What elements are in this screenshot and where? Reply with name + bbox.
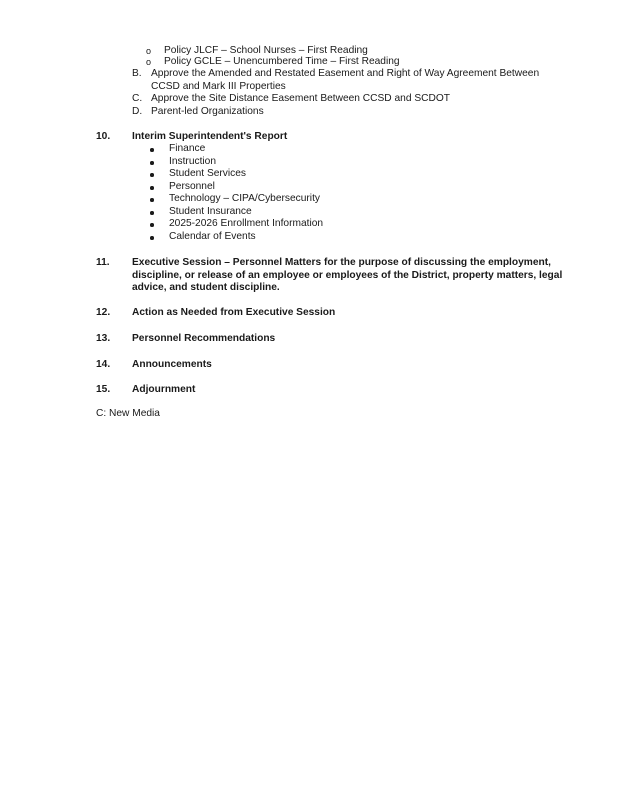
section-10-number: 10. <box>96 131 111 142</box>
item-d-line1: Parent-led Organizations <box>151 106 264 117</box>
section-11-line2: discipline, or release of an employee or employees of the District, property matters, legal <box>132 270 563 281</box>
section-12-title: Action as Needed from Executive Session <box>132 307 336 318</box>
policy-jlcf: Policy JLCF – School Nurses – First Reading <box>164 45 368 56</box>
policy-gcle: Policy GCLE – Unencumbered Time – First Reading <box>164 56 400 67</box>
report-item-technology: Technology – CIPA/Cybersecurity <box>169 193 320 204</box>
section-13-title: Personnel Recommendations <box>132 333 276 344</box>
report-item-student-services: Student Services <box>169 168 247 179</box>
item-b-line1: Approve the Amended and Restated Easement and Right of Way Agreement Between <box>151 68 540 79</box>
report-item-enrollment: 2025-2026 Enrollment Information <box>169 218 324 229</box>
report-item-student-insurance: Student Insurance <box>169 206 252 217</box>
policy-marker: o <box>146 46 152 56</box>
bullet-icon <box>150 198 154 202</box>
section-15-number: 15. <box>96 384 111 395</box>
policy-marker: o <box>146 57 152 67</box>
bullet-icon <box>150 161 154 165</box>
item-b-line2: CCSD and Mark III Properties <box>151 81 286 92</box>
item-letter-b: B. <box>132 68 142 79</box>
item-letter-d: D. <box>132 106 143 117</box>
section-11-number: 11. <box>96 257 110 268</box>
item-c-line1: Approve the Site Distance Easement Between CCSD and SCDOT <box>151 93 450 104</box>
section-11-line3: advice, and student discipline. <box>132 282 280 293</box>
bullet-icon <box>150 223 154 227</box>
section-14-title: Announcements <box>132 359 212 370</box>
bullet-icon <box>150 236 154 240</box>
report-item-calendar: Calendar of Events <box>169 231 256 242</box>
section-15-title: Adjournment <box>132 384 196 395</box>
bullet-icon <box>150 186 154 190</box>
bullet-icon <box>150 173 154 177</box>
report-item-instruction: Instruction <box>169 156 216 167</box>
section-14-number: 14. <box>96 359 111 370</box>
section-13-number: 13. <box>96 333 111 344</box>
section-12-number: 12. <box>96 307 111 318</box>
bullet-icon <box>150 148 154 152</box>
section-11-line1: Executive Session – Personnel Matters for the purpose of discussing the employment, <box>132 257 551 268</box>
report-item-finance: Finance <box>169 143 206 154</box>
item-letter-c: C. <box>132 93 143 104</box>
bullet-icon <box>150 211 154 215</box>
cc-note: C: New Media <box>96 408 160 419</box>
report-item-personnel: Personnel <box>169 181 215 192</box>
section-10-title: Interim Superintendent's Report <box>132 131 288 142</box>
